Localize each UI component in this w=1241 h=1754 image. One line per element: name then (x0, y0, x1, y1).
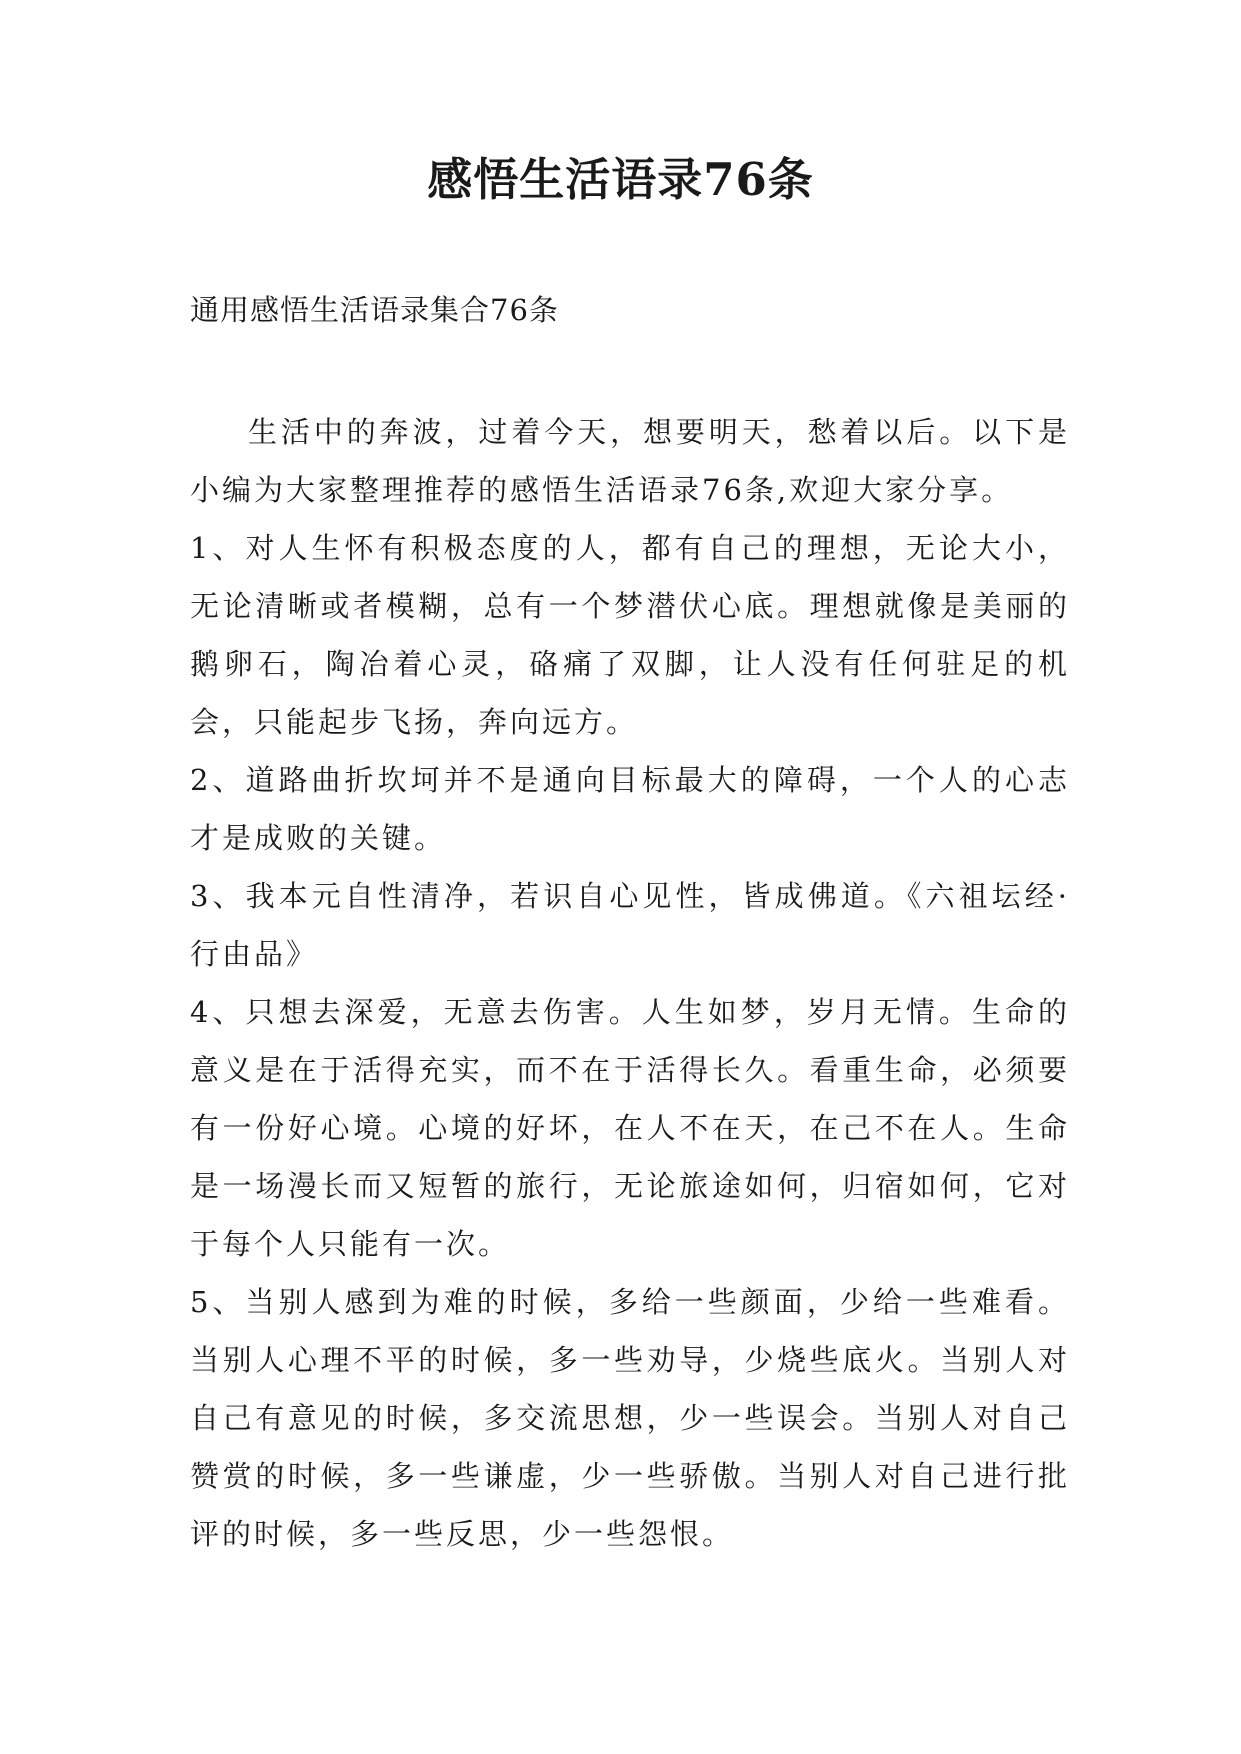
quote-item-4: 4、只想去深爱，无意去伤害。人生如梦，岁月无情。生命的意义是在于活得充实，而不在于活得长久。看重生命，必须要有一份好心境。心境的好坏，在人不在天，在己不在人。生命是一场漫长而又短暂的旅行，无论旅途如何，归宿如何，它对于每个人只能有一次。 (190, 995, 1070, 1261)
document-title: 感悟生活语录76条 (427, 153, 814, 206)
quote-item-3: 3、我本元自性清净，若识自心见性，皆成佛道。《六祖坛经·行由品》 (190, 879, 1070, 971)
quote-item-1: 1、对人生怀有积极态度的人，都有自己的理想，无论大小，无论清晰或者模糊，总有一个梦潜伏心底。理想就像是美丽的鹅卵石，陶冶着心灵，硌痛了双脚，让人没有任何驻足的机会，只能起步飞扬，奔向远方。 (190, 531, 1070, 739)
quote-item-5: 5、当别人感到为难的时候，多给一些颜面，少给一些难看。当别人心理不平的时候，多一些劝导，少烧些底火。当别人对自己有意见的时候，多交流思想，少一些误会。当别人对自己赞赏的时候，多一些谦虚，少一些骄傲。当别人对自己进行批评的时候，多一些反思，少一些怨恨。 (190, 1285, 1070, 1551)
quote-item-2: 2、道路曲折坎坷并不是通向目标最大的障碍，一个人的心志才是成败的关键。 (190, 763, 1070, 855)
document-subtitle: 通用感悟生活语录集合76条 (190, 293, 559, 327)
document-body (190, 403, 1070, 1563)
intro-paragraph: 生活中的奔波，过着今天，想要明天，愁着以后。以下是小编为大家整理推荐的感悟生活语录76条,欢迎大家分享。 (190, 415, 1070, 507)
